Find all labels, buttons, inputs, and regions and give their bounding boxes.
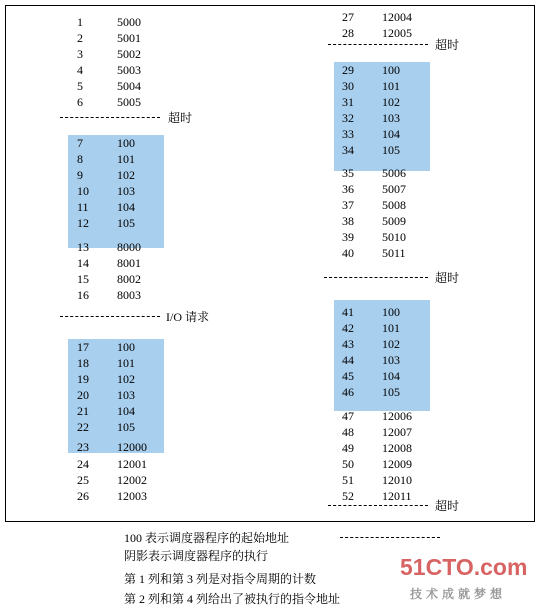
timeout-line-right-2 [324,277,428,278]
cycle-count: 17 [77,340,89,354]
instruction-address: 5001 [117,31,141,45]
instruction-address: 101 [382,79,400,93]
instruction-address: 8000 [117,240,141,254]
cycle-count: 11 [77,200,89,214]
instruction-address: 104 [117,200,135,214]
cycle-count: 8 [77,152,83,166]
cycle-count: 33 [342,127,354,141]
cycle-count: 5 [77,79,83,93]
cycle-count: 22 [77,420,89,434]
instruction-address: 12011 [382,489,412,503]
instruction-address: 12001 [117,457,147,471]
instruction-address: 101 [117,356,135,370]
cycle-count: 9 [77,168,83,182]
instruction-address: 104 [382,127,400,141]
legend-line-2: 阴影表示调度器程序的执行 [124,549,269,563]
cycle-count: 12 [77,216,89,230]
cycle-count: 20 [77,388,89,402]
cycle-count: 37 [342,198,354,212]
instruction-address: 12002 [117,473,147,487]
cycle-count: 4 [77,63,83,77]
cycle-count: 27 [342,10,354,24]
legend-line-3: 第 1 列和第 3 列是对指令周期的计数 [124,572,317,586]
instruction-address: 12004 [382,10,412,24]
instruction-address: 102 [382,337,400,351]
instruction-address: 5002 [117,47,141,61]
timeout-label-right-2: 超时 [435,271,460,285]
cycle-count: 30 [342,79,354,93]
instruction-address: 12010 [382,473,412,487]
cycle-count: 43 [342,337,354,351]
instruction-address: 101 [117,152,135,166]
cycle-count: 42 [342,321,354,335]
instruction-address: 12007 [382,425,412,439]
instruction-address: 104 [382,369,400,383]
cycle-count: 41 [342,305,354,319]
cycle-count: 31 [342,95,354,109]
cycle-count: 46 [342,385,354,399]
instruction-address: 104 [117,404,135,418]
instruction-address: 103 [382,111,400,125]
instruction-address: 8002 [117,272,141,286]
cycle-count: 29 [342,63,354,77]
cycle-count: 16 [77,288,89,302]
cycle-count: 49 [342,441,354,455]
cycle-count: 23 [77,440,89,454]
watermark-slogan: 技术成就梦想 [410,587,507,601]
timeout-line-right-3 [328,505,428,506]
legend-line-4: 第 2 列和第 4 列给出了被执行的指令地址 [124,592,341,606]
cycle-count: 52 [342,489,354,503]
cycle-count: 51 [342,473,354,487]
cycle-count: 25 [77,473,89,487]
instruction-address: 5006 [382,166,406,180]
instruction-address: 8001 [117,256,141,270]
instruction-address: 5004 [117,79,141,93]
instruction-address: 5005 [117,95,141,109]
instruction-address: 12009 [382,457,412,471]
instruction-address: 12008 [382,441,412,455]
cycle-count: 32 [342,111,354,125]
timeout-line-right-1 [328,44,428,45]
cycle-count: 3 [77,47,83,61]
cycle-count: 1 [77,15,83,29]
instruction-address: 12005 [382,26,412,40]
instruction-address: 5008 [382,198,406,212]
cycle-count: 50 [342,457,354,471]
cycle-count: 13 [77,240,89,254]
cycle-count: 2 [77,31,83,45]
cycle-count: 24 [77,457,89,471]
cycle-count: 15 [77,272,89,286]
instruction-address: 105 [117,420,135,434]
instruction-address: 5011 [382,246,406,260]
instruction-address: 5003 [117,63,141,77]
instruction-address: 12006 [382,409,412,423]
cycle-count: 38 [342,214,354,228]
cycle-count: 18 [77,356,89,370]
legend-dash [340,537,440,538]
cycle-count: 34 [342,143,354,157]
cycle-count: 6 [77,95,83,109]
io-request-line [60,316,160,317]
instruction-address: 100 [382,63,400,77]
instruction-address: 105 [117,216,135,230]
instruction-address: 100 [117,136,135,150]
cycle-count: 48 [342,425,354,439]
cycle-count: 19 [77,372,89,386]
cycle-count: 28 [342,26,354,40]
legend-line-1: 100 表示调度器程序的起始地址 [124,531,290,545]
instruction-address: 103 [117,388,135,402]
cycle-count: 39 [342,230,354,244]
instruction-address: 12003 [117,489,147,503]
instruction-address: 8003 [117,288,141,302]
cycle-count: 26 [77,489,89,503]
instruction-address: 103 [382,353,400,367]
instruction-address: 102 [117,168,135,182]
cycle-count: 35 [342,166,354,180]
instruction-address: 5000 [117,15,141,29]
instruction-address: 100 [117,340,135,354]
instruction-address: 102 [382,95,400,109]
cycle-count: 14 [77,256,89,270]
timeout-label-left: 超时 [168,111,193,125]
cycle-count: 45 [342,369,354,383]
instruction-address: 5009 [382,214,406,228]
watermark-logo: 51CTO.com [400,554,528,580]
instruction-address: 105 [382,385,400,399]
cycle-count: 7 [77,136,83,150]
instruction-address: 100 [382,305,400,319]
instruction-address: 102 [117,372,135,386]
cycle-count: 40 [342,246,354,260]
cycle-count: 10 [77,184,89,198]
instruction-address: 101 [382,321,400,335]
instruction-address: 12000 [117,440,147,454]
cycle-count: 44 [342,353,354,367]
timeout-label-right-3: 超时 [435,499,460,513]
instruction-address: 105 [382,143,400,157]
instruction-address: 5010 [382,230,406,244]
timeout-label-right-1: 超时 [435,38,460,52]
instruction-address: 5007 [382,182,406,196]
timeout-line-left [60,117,160,118]
io-request-label: I/O 请求 [166,310,209,324]
cycle-count: 36 [342,182,354,196]
instruction-address: 103 [117,184,135,198]
cycle-count: 21 [77,404,89,418]
cycle-count: 47 [342,409,354,423]
